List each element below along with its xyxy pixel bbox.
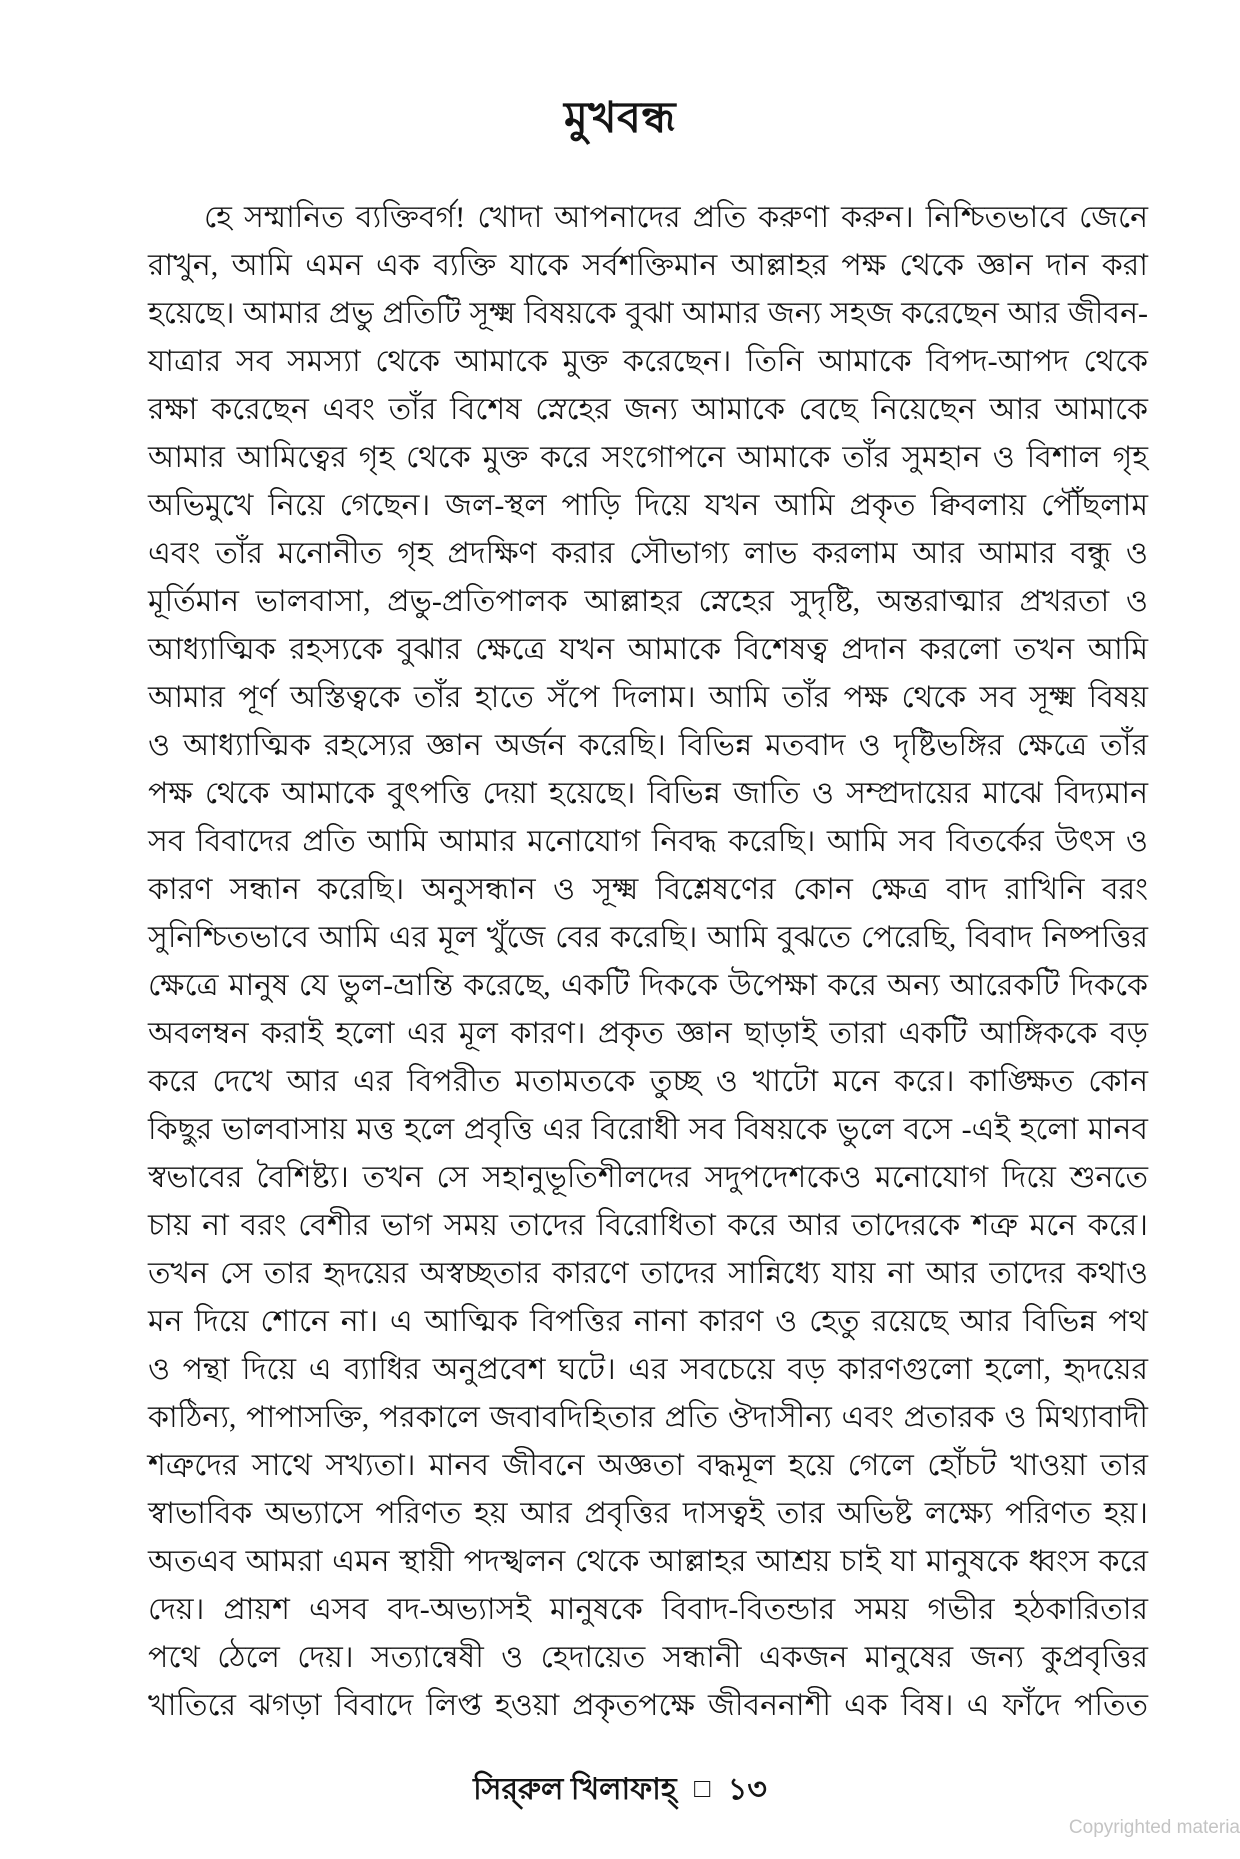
text-line: রক্ষা করেছেন এবং তাঁর বিশেষ স্নেহের জন্য আমাকে বেছে নিয়েছেন আর আমাকে xyxy=(148,393,1148,426)
text-line: অভিমুখে নিয়ে গেছেন। জল-স্থল পাড়ি দিয়ে যখন আমি প্রকৃত ক্বিবলায় পৌঁছলাম xyxy=(148,489,1148,522)
page-title: মুখবন্ধ xyxy=(563,95,677,142)
footer-page-number: ১৩ xyxy=(727,1773,767,1806)
text-line: মূর্তিমান ভালবাসা, প্রভু-প্রতিপালক আল্লাহর স্নেহের সুদৃষ্টি, অন্তরাত্মার প্রখরতা ও xyxy=(148,585,1148,618)
page-footer xyxy=(0,1768,1240,1812)
text-line: মন দিয়ে শোনে না। এ আত্মিক বিপত্তির নানা কারণ ও হেতু রয়েছে আর বিভিন্ন পথ xyxy=(148,1305,1148,1338)
text-line: শত্রুদের সাথে সখ্যতা। মানব জীবনে অজ্ঞতা বদ্ধমূল হয়ে গেলে হোঁচট খাওয়া তার xyxy=(148,1449,1148,1482)
text-line: আধ্যাত্মিক রহস্যকে বুঝার ক্ষেত্রে যখন আমাকে বিশেষত্ব প্রদান করলো তখন আমি xyxy=(148,633,1148,666)
text-line: পথে ঠেলে দেয়। সত্যান্বেষী ও হেদায়েত সন্ধানী একজন মানুষের জন্য কুপ্রবৃত্তির xyxy=(148,1641,1148,1674)
text-line: অবলম্বন করাই হলো এর মূল কারণ। প্রকৃত জ্ঞান ছাড়াই তারা একটি আঙ্গিককে বড় xyxy=(148,1017,1148,1050)
text-line: রাখুন, আমি এমন এক ব্যক্তি যাকে সর্বশক্তিমান আল্লাহর পক্ষ থেকে জ্ঞান দান করা xyxy=(148,249,1148,282)
preface-text-block xyxy=(148,194,1148,1730)
text-line: এবং তাঁর মনোনীত গৃহ প্রদক্ষিণ করার সৌভাগ্য লাভ করলাম আর আমার বন্ধু ও xyxy=(148,537,1148,570)
text-line: দেয়। প্রায়শ এসব বদ-অভ্যাসই মানুষকে বিবাদ-বিতন্ডার সময় গভীর হঠকারিতার xyxy=(148,1593,1148,1626)
text-line: অতএব আমরা এমন স্থায়ী পদস্খলন থেকে আল্লাহর আশ্রয় চাই যা মানুষকে ধ্বংস করে xyxy=(148,1545,1148,1578)
text-line: কিছুর ভালবাসায় মত্ত হলে প্রবৃত্তি এর বিরোধী সব বিষয়কে ভুলে বসে -এই হলো মানব xyxy=(148,1113,1148,1146)
text-line: সব বিবাদের প্রতি আমি আমার মনোযোগ নিবদ্ধ করেছি। আমি সব বিতর্কের উৎস ও xyxy=(148,825,1148,858)
text-line: যাত্রার সব সমস্যা থেকে আমাকে মুক্ত করেছেন। তিনি আমাকে বিপদ-আপদ থেকে xyxy=(148,345,1148,378)
text-line: আমার আমিত্বের গৃহ থেকে মুক্ত করে সংগোপনে আমাকে তাঁর সুমহান ও বিশাল গৃহ xyxy=(148,441,1148,474)
text-line: হে সম্মানিত ব্যক্তিবর্গ! খোদা আপনাদের প্রতি করুণা করুন। নিশ্চিতভাবে জেনে xyxy=(204,201,1148,234)
text-line: খাতিরে ঝগড়া বিবাদে লিপ্ত হওয়া প্রকৃতপক্ষে জীবননাশী এক বিষ। এ ফাঁদে পতিত xyxy=(148,1689,1148,1722)
text-line: সুনিশ্চিতভাবে আমি এর মূল খুঁজে বের করেছি। আমি বুঝতে পেরেছি, বিবাদ নিষ্পত্তির xyxy=(148,921,1148,954)
text-line: চায় না বরং বেশীর ভাগ সময় তাদের বিরোধিতা করে আর তাদেরকে শত্রু মনে করে। xyxy=(148,1209,1148,1242)
text-line: আমার পূর্ণ অস্তিত্বকে তাঁর হাতে সঁপে দিলাম। আমি তাঁর পক্ষ থেকে সব সূক্ষ্ম বিষয় xyxy=(148,681,1148,714)
text-line: পক্ষ থেকে আমাকে বুৎপত্তি দেয়া হয়েছে। বিভিন্ন জাতি ও সম্প্রদায়ের মাঝে বিদ্যমান xyxy=(148,777,1148,810)
text-line: করে দেখে আর এর বিপরীত মতামতকে তুচ্ছ ও খাটো মনে করে। কাঙ্ক্ষিত কোন xyxy=(148,1065,1148,1098)
footer-book-title: সির্‌রুল খিলাফাহ্ xyxy=(473,1773,677,1806)
text-line: স্বভাবের বৈশিষ্ট্য। তখন সে সহানুভূতিশীলদের সদুপদেশকেও মনোযোগ দিয়ে শুনতে xyxy=(148,1161,1148,1194)
text-line: স্বাভাবিক অভ্যাসে পরিণত হয় আর প্রবৃত্তির দাসত্বই তার অভিষ্ট লক্ষ্যে পরিণত হয়। xyxy=(148,1497,1148,1530)
copyright-watermark: Copyrighted materia xyxy=(1068,1817,1240,1838)
text-line: কাঠিন্য, পাপাসক্তি, পরকালে জবাবদিহিতার প্রতি ঔদাসীন্য এবং প্রতারক ও মিথ্যাবাদী xyxy=(148,1401,1148,1434)
text-line: ক্ষেত্রে মানুষ যে ভুল-ভ্রান্তি করেছে, একটি দিককে উপেক্ষা করে অন্য আরেকটি দিককে xyxy=(148,969,1148,1002)
text-line: কারণ সন্ধান করেছি। অনুসন্ধান ও সূক্ষ্ম বিশ্লেষণের কোন ক্ষেত্র বাদ রাখিনি বরং xyxy=(148,873,1148,906)
text-line: হয়েছে। আমার প্রভু প্রতিটি সূক্ষ্ম বিষয়কে বুঝা আমার জন্য সহজ করেছেন আর জীবন- xyxy=(148,297,1148,330)
text-line: ও পন্থা দিয়ে এ ব্যাধির অনুপ্রবেশ ঘটে। এর সবচেয়ে বড় কারণগুলো হলো, হৃদয়ের xyxy=(148,1353,1148,1386)
text-line: তখন সে তার হৃদয়ের অস্বচ্ছতার কারণে তাদের সান্নিধ্যে যায় না আর তাদের কথাও xyxy=(148,1257,1148,1290)
square-bullet-icon: □ xyxy=(694,1773,711,1803)
text-line: ও আধ্যাত্মিক রহস্যের জ্ঞান অর্জন করেছি। বিভিন্ন মতবাদ ও দৃষ্টিভঙ্গির ক্ষেত্রে তাঁর xyxy=(148,729,1148,762)
